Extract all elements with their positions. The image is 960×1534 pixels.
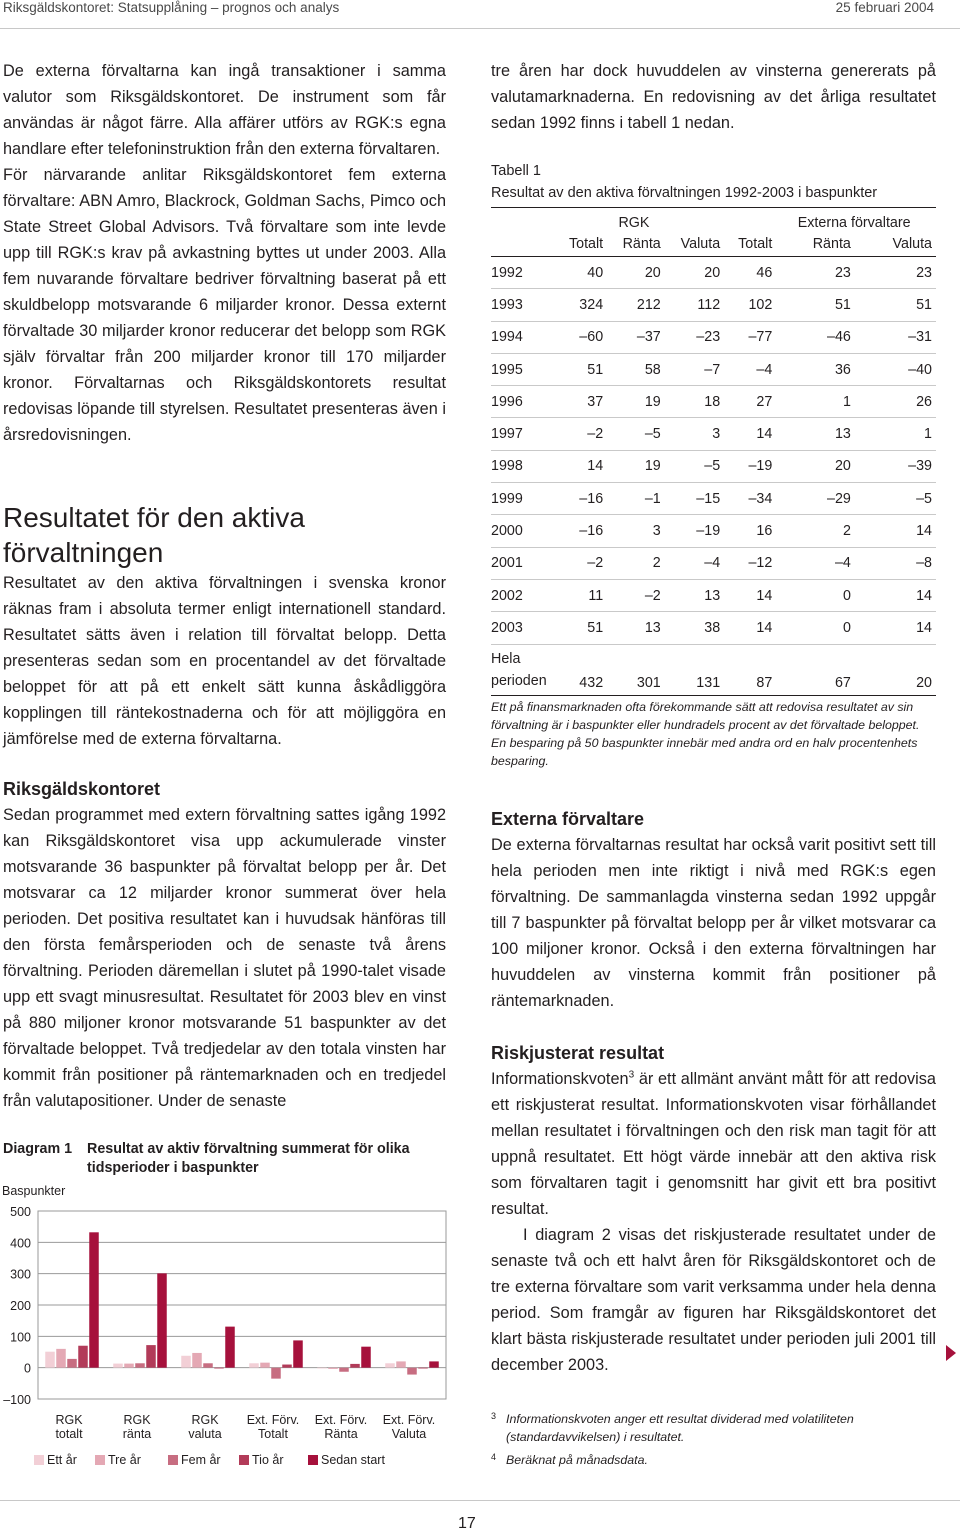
value-cell: –60 bbox=[555, 321, 607, 353]
value-cell: 3 bbox=[607, 515, 665, 547]
value-cell: –12 bbox=[724, 547, 776, 579]
value-cell: 112 bbox=[665, 289, 724, 321]
value-cell: 46 bbox=[724, 257, 776, 289]
total-value-cell: 131 bbox=[665, 644, 724, 695]
y-tick-label: 400 bbox=[10, 1236, 31, 1251]
total-value-cell: 20 bbox=[855, 644, 936, 695]
paragraph: De externa förvaltarnas resultat har också varit positivt sett till hela perioden men inte riktigt i nivå med RGK:s egen förvaltning. De sammanlagda vinsterna sedan 1992 uppgår till 7 baspunkter på förvaltat belopp per år vilket motsvarar ca 100 miljoner kronor. Också i den externa förvaltningen har huvuddelen av vinsterna kommit från positioner på räntemarknaden. bbox=[491, 836, 936, 1010]
bar bbox=[192, 1353, 202, 1368]
value-cell: –31 bbox=[855, 321, 936, 353]
value-cell: 1 bbox=[776, 386, 855, 418]
bar bbox=[214, 1368, 224, 1369]
value-cell: 19 bbox=[607, 386, 665, 418]
value-cell: 19 bbox=[607, 450, 665, 482]
header-date: 25 februari 2004 bbox=[835, 0, 934, 15]
paragraph: Resultatet av den aktiva förvaltningen i svenska kronor räknas fram i absoluta termer enligt internationell standard. Resultatet sätts även i relation till förvaltat belopp. Detta presenteras sedan som en procentandel av det förvaltade beloppet för att på ett enkelt sätt kunna åskådliggöra kopplingen till räntekostnaderna och för att möjliggöra en jämförelse med de externa förvaltarna. bbox=[3, 574, 446, 748]
next-page-arrow-icon[interactable] bbox=[946, 1345, 956, 1361]
column-header: Ränta bbox=[776, 232, 855, 257]
legend-swatch bbox=[95, 1455, 105, 1465]
column-header: Totalt bbox=[555, 232, 607, 257]
value-cell: –16 bbox=[555, 515, 607, 547]
value-cell: –29 bbox=[776, 483, 855, 515]
paragraph: I diagram 2 visas det riskjusterade resultatet under de senaste två och ett halvt åren för Riksgäldskontoret och de tre externa förvaltare som varit verksamma under hela denna period. Som framgår av figuren har Riksgäldskontoret det klart bästa riskjusterade resultatet under perioden juli 2001 till december 2003. bbox=[491, 1226, 936, 1374]
bar bbox=[339, 1368, 349, 1372]
table-row-total bbox=[491, 644, 936, 695]
value-cell: 23 bbox=[776, 257, 855, 289]
paragraph: Sedan programmet med extern förvaltning sattes igång 1992 kan Riksgäldskontoret visa upp ackumulerade vinster motsvarande 36 baspunkter på förvaltat belopp per år. Det motsvarar ca 12 miljarder kronor summerat över hela perioden. Det positiva resultatet kan i huvudsak hänföras till den första femårsperioden och de senaste två årens förvaltning. Perioden däremellan i slutet på 1990-talet visade upp ett svagt minusresultat. Resultatet för 2003 blev en vinst på 880 miljoner kronor motsvarande 51 baspunkter av det förvaltade beloppet. Två tredjedelar av den totala vinsten har kommit från positioner på räntemarknaden och en tredjedel från valutapositioner. Under de senaste bbox=[3, 806, 446, 1110]
year-cell: 1998 bbox=[491, 450, 555, 482]
bar bbox=[135, 1363, 145, 1367]
page-number: 17 bbox=[458, 1515, 476, 1532]
table-title: Resultat av den aktiva förvaltningen 1992-2003 i baspunkter bbox=[491, 185, 878, 201]
legend-label: Fem år bbox=[181, 1453, 221, 1467]
footnote-4 bbox=[491, 1451, 936, 1469]
total-value-cell: 87 bbox=[724, 644, 776, 695]
section-heading: Resultatet för den aktiva förvaltningen bbox=[3, 502, 305, 568]
group-header-rgk: RGK bbox=[618, 215, 650, 231]
value-cell: 20 bbox=[665, 257, 724, 289]
total-value-cell: 301 bbox=[607, 644, 665, 695]
value-cell: 0 bbox=[776, 579, 855, 611]
value-cell: 58 bbox=[607, 353, 665, 385]
bar bbox=[328, 1368, 338, 1369]
bar bbox=[67, 1359, 77, 1368]
bar bbox=[203, 1363, 213, 1367]
footnote-number: 4 bbox=[491, 1452, 497, 1462]
value-cell: 14 bbox=[855, 515, 936, 547]
header-rule bbox=[0, 28, 960, 29]
year-cell: 2002 bbox=[491, 579, 555, 611]
year-cell: 1994 bbox=[491, 321, 555, 353]
x-tick-label: Ext. Förv. bbox=[382, 1413, 436, 1427]
table-row bbox=[491, 418, 936, 450]
value-cell: 37 bbox=[555, 386, 607, 418]
y-tick-label: 300 bbox=[10, 1267, 31, 1282]
legend-label: Tio år bbox=[252, 1453, 284, 1467]
bar bbox=[317, 1368, 327, 1369]
value-cell: –46 bbox=[776, 321, 855, 353]
value-cell: 16 bbox=[724, 515, 776, 547]
value-cell: –19 bbox=[665, 515, 724, 547]
bar bbox=[418, 1368, 428, 1369]
bar bbox=[361, 1347, 371, 1368]
right-column bbox=[491, 58, 936, 136]
header-title: Riksgäldskontoret: Statsupplåning – prognos och analys bbox=[3, 0, 340, 15]
bar bbox=[260, 1363, 270, 1368]
value-cell: –7 bbox=[665, 353, 724, 385]
year-cell: 1999 bbox=[491, 483, 555, 515]
value-cell: 2 bbox=[776, 515, 855, 547]
value-cell: 14 bbox=[724, 418, 776, 450]
value-cell: –4 bbox=[724, 353, 776, 385]
table-row bbox=[491, 515, 936, 547]
results-table bbox=[491, 214, 936, 696]
x-tick-label: Ränta bbox=[324, 1427, 358, 1441]
x-tick-label: RGK bbox=[55, 1413, 83, 1427]
value-cell: 20 bbox=[607, 257, 665, 289]
total-label: Hela bbox=[491, 650, 521, 667]
text-run: Informationskvoten bbox=[491, 1070, 629, 1088]
table-row bbox=[491, 450, 936, 482]
value-cell: –37 bbox=[607, 321, 665, 353]
y-tick-label: 100 bbox=[10, 1330, 31, 1345]
x-tick-label: Valuta bbox=[391, 1427, 427, 1441]
x-tick-label: Totalt bbox=[258, 1427, 288, 1441]
x-tick-label: Ext. Förv. bbox=[314, 1413, 368, 1427]
table-row bbox=[491, 321, 936, 353]
legend-swatch bbox=[239, 1455, 249, 1465]
value-cell: 36 bbox=[776, 353, 855, 385]
bar-chart bbox=[0, 1180, 450, 1480]
year-cell: 1996 bbox=[491, 386, 555, 418]
bar bbox=[89, 1232, 99, 1367]
value-cell: 18 bbox=[665, 386, 724, 418]
column-header: Ränta bbox=[607, 232, 665, 257]
legend-swatch bbox=[168, 1455, 178, 1465]
value-cell: 27 bbox=[724, 386, 776, 418]
x-tick-label: Ext. Förv. bbox=[246, 1413, 300, 1427]
right-column-lower bbox=[491, 806, 936, 1378]
left-column bbox=[3, 58, 446, 1114]
paragraph bbox=[491, 1066, 936, 1222]
value-cell: –34 bbox=[724, 483, 776, 515]
y-tick-label: –100 bbox=[3, 1393, 31, 1407]
legend-label: Ett år bbox=[47, 1453, 77, 1467]
paragraph: För närvarande anlitar Riksgäldskontoret fem externa förvaltare: ABN Amro, Blackrock, Goldman Sachs, Pimco och State Street Global Advisors. Två förvaltare som inte levde upp till RGK:s krav på avkastning byttes ut under 2003. Alla fem nuvarande förvaltare bedriver förvaltning baserat på ett skuldbelopp motsvarande 6 miljarder kronor. Dessa externt förvaltade 30 miljarder kronor reducerar det belopp som RGK själv förvaltar från 200 miljarder kronor till 170 miljarder kronor. Förvaltarnas och Riksgäldskontorets resultat redovisas löpande till styrelsen. Resultatet presenteras även i årsredovisningen. bbox=[3, 166, 446, 444]
text-run: är ett allmänt använt mått för att redovisa ett riskjusterat resultat. Informationskvoten visar förhållandet mellan resultatet i förvaltningen och den risk man tagit för att uppnå resultatet. Ett högt värde innebär att den aktiva risk som förvaltaren tagit i genomsnitt har givit ett bra positivt resultat. bbox=[491, 1070, 936, 1218]
value-cell: –39 bbox=[855, 450, 936, 482]
y-axis-label: Baspunkter bbox=[2, 1184, 66, 1198]
value-cell: 13 bbox=[776, 418, 855, 450]
diagram-label: Diagram 1 bbox=[3, 1141, 73, 1157]
subheading: Externa förvaltare bbox=[491, 809, 645, 829]
diagram-caption: Resultat av aktiv förvaltning summerat för olika tidsperioder i baspunkter bbox=[87, 1141, 410, 1176]
value-cell: 40 bbox=[555, 257, 607, 289]
value-cell: –4 bbox=[776, 547, 855, 579]
value-cell: 2 bbox=[607, 547, 665, 579]
x-tick-label: RGK bbox=[123, 1413, 151, 1427]
table-row bbox=[491, 353, 936, 385]
value-cell: –5 bbox=[855, 483, 936, 515]
bar bbox=[271, 1368, 281, 1379]
value-cell: 51 bbox=[555, 612, 607, 644]
total-value-cell: 432 bbox=[555, 644, 607, 695]
legend-label: Sedan start bbox=[321, 1453, 385, 1467]
value-cell: 102 bbox=[724, 289, 776, 321]
footnote-text: Informationskvoten anger ett resultat dividerad med volatiliteten (standardavvikelsen) i resultatet. bbox=[506, 1412, 854, 1444]
column-header: Totalt bbox=[724, 232, 776, 257]
footnote-3 bbox=[491, 1410, 936, 1446]
value-cell: –16 bbox=[555, 483, 607, 515]
legend-swatch bbox=[308, 1455, 318, 1465]
value-cell: 14 bbox=[555, 450, 607, 482]
table-row bbox=[491, 289, 936, 321]
value-cell: –5 bbox=[607, 418, 665, 450]
value-cell: –23 bbox=[665, 321, 724, 353]
bar bbox=[282, 1365, 292, 1368]
bar bbox=[146, 1345, 156, 1368]
bar bbox=[124, 1364, 134, 1368]
total-label: perioden bbox=[491, 672, 547, 689]
value-cell: 51 bbox=[776, 289, 855, 321]
year-cell: 1992 bbox=[491, 257, 555, 289]
value-cell: 3 bbox=[665, 418, 724, 450]
value-cell: 14 bbox=[724, 579, 776, 611]
bar bbox=[396, 1361, 406, 1367]
bar bbox=[56, 1349, 66, 1368]
value-cell: 1 bbox=[855, 418, 936, 450]
value-cell: 51 bbox=[855, 289, 936, 321]
value-cell: 0 bbox=[776, 612, 855, 644]
year-cell: 2001 bbox=[491, 547, 555, 579]
bar bbox=[350, 1364, 360, 1368]
x-tick-label: RGK bbox=[191, 1413, 219, 1427]
year-cell: 1995 bbox=[491, 353, 555, 385]
subheading: Riskjusterat resultat bbox=[491, 1043, 665, 1063]
bar bbox=[385, 1363, 395, 1367]
paragraph: De externa förvaltarna kan ingå transaktioner i samma valutor som Riksgäldskontoret. De instrument som får användas är något färre. Alla affärer utförs av RGK:s egna handlare efter telefoninstruktion från den externa förvaltaren. bbox=[3, 62, 446, 158]
value-cell: –5 bbox=[665, 450, 724, 482]
x-tick-label: totalt bbox=[55, 1427, 83, 1441]
value-cell: –77 bbox=[724, 321, 776, 353]
value-cell: 212 bbox=[607, 289, 665, 321]
table-row bbox=[491, 579, 936, 611]
value-cell: 38 bbox=[665, 612, 724, 644]
bar bbox=[225, 1327, 235, 1368]
year-cell: 1993 bbox=[491, 289, 555, 321]
value-cell: –2 bbox=[607, 579, 665, 611]
paragraph: tre åren har dock huvuddelen av vinsterna genererats på valutamarknaderna. En redovisning av det årliga resultatet sedan 1992 finns i tabell 1 nedan. bbox=[491, 62, 936, 132]
value-cell: 13 bbox=[665, 579, 724, 611]
value-cell: –2 bbox=[555, 418, 607, 450]
bar bbox=[78, 1346, 88, 1368]
legend-label: Tre år bbox=[108, 1453, 141, 1467]
value-cell: –2 bbox=[555, 547, 607, 579]
year-cell: 2003 bbox=[491, 612, 555, 644]
table-row bbox=[491, 386, 936, 418]
total-value-cell: 67 bbox=[776, 644, 855, 695]
value-cell: 20 bbox=[776, 450, 855, 482]
total-label-cell bbox=[491, 644, 555, 695]
table-row bbox=[491, 483, 936, 515]
value-cell: 14 bbox=[855, 579, 936, 611]
table-label: Tabell 1 bbox=[491, 163, 541, 179]
value-cell: 26 bbox=[855, 386, 936, 418]
bar bbox=[293, 1340, 303, 1367]
bar bbox=[429, 1361, 439, 1367]
subheading: Riksgäldskontoret bbox=[3, 779, 161, 799]
bar bbox=[113, 1364, 123, 1368]
table-row bbox=[491, 612, 936, 644]
value-cell: –19 bbox=[724, 450, 776, 482]
value-cell: 23 bbox=[855, 257, 936, 289]
value-cell: –4 bbox=[665, 547, 724, 579]
table-row bbox=[491, 257, 936, 289]
bar bbox=[249, 1363, 259, 1367]
legend-swatch bbox=[34, 1455, 44, 1465]
footer-rule bbox=[0, 1500, 960, 1501]
table-caption bbox=[491, 160, 877, 204]
bar bbox=[157, 1273, 167, 1367]
value-cell: 14 bbox=[724, 612, 776, 644]
bar bbox=[45, 1352, 55, 1368]
year-cell: 2000 bbox=[491, 515, 555, 547]
y-tick-label: 500 bbox=[10, 1205, 31, 1219]
value-cell: 13 bbox=[607, 612, 665, 644]
table-row bbox=[491, 547, 936, 579]
y-tick-label: 0 bbox=[24, 1361, 31, 1376]
footnote-ref[interactable]: 3 bbox=[628, 1069, 635, 1081]
value-cell: –8 bbox=[855, 547, 936, 579]
value-cell: 51 bbox=[555, 353, 607, 385]
year-cell: 1997 bbox=[491, 418, 555, 450]
x-tick-label: valuta bbox=[188, 1427, 222, 1441]
y-tick-label: 200 bbox=[10, 1299, 31, 1313]
x-tick-label: ränta bbox=[122, 1427, 152, 1441]
table-note: Ett på finansmarknaden ofta förekommande sätt att redovisa resultatet av sin förvaltning är i baspunkter eller hundradels procent av det förvaltade beloppet. En besparing på 50 baspunkter innebär med andra ord en halv procentenhets besparing. bbox=[491, 700, 920, 768]
value-cell: –1 bbox=[607, 483, 665, 515]
group-header-external: Externa förvaltare bbox=[797, 215, 911, 231]
table-top-rule bbox=[491, 207, 936, 208]
column-header: Valuta bbox=[855, 232, 936, 257]
value-cell: 324 bbox=[555, 289, 607, 321]
footnote-text: Beräknat på månadsdata. bbox=[506, 1453, 648, 1467]
bar bbox=[407, 1368, 417, 1375]
footnote-number: 3 bbox=[491, 1411, 497, 1421]
value-cell: –15 bbox=[665, 483, 724, 515]
value-cell: –40 bbox=[855, 353, 936, 385]
value-cell: 11 bbox=[555, 579, 607, 611]
column-header: Valuta bbox=[665, 232, 724, 257]
value-cell: 14 bbox=[855, 612, 936, 644]
bar bbox=[181, 1356, 191, 1368]
